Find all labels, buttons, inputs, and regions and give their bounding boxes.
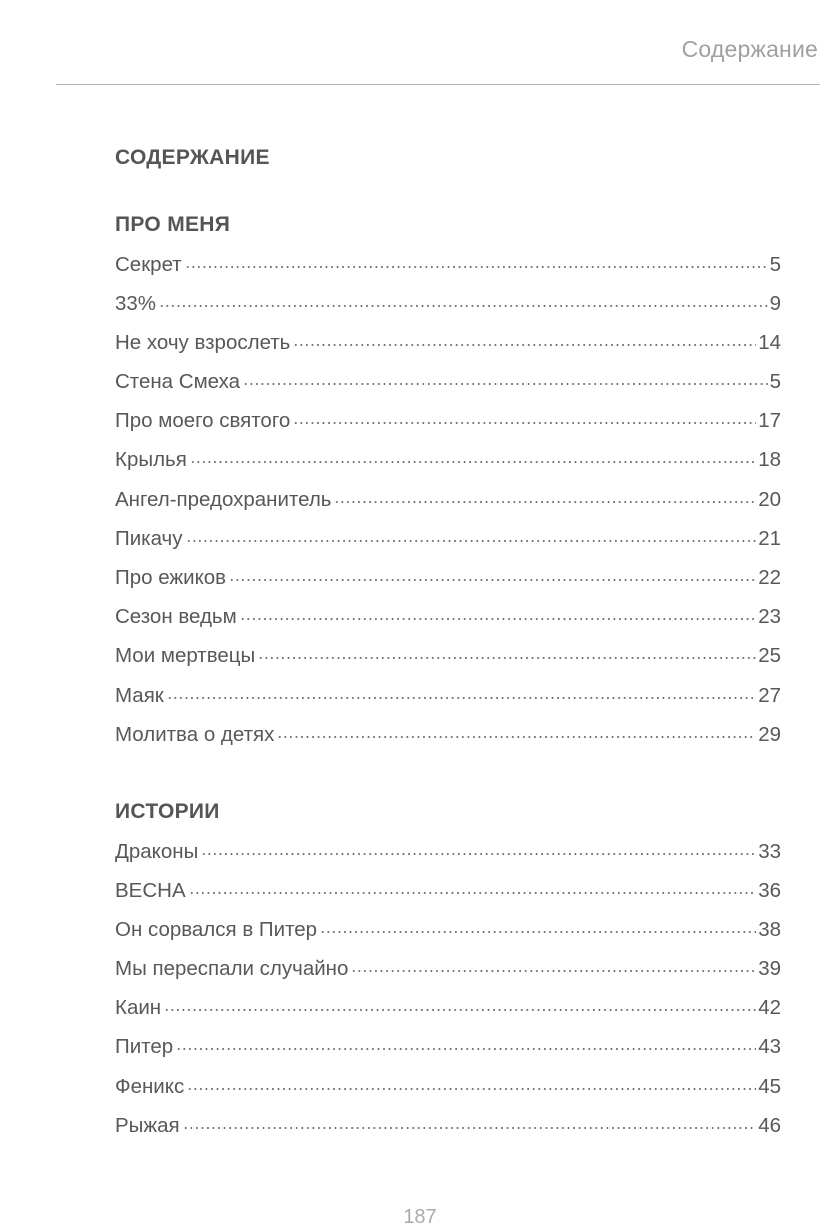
entry-page: 43 <box>758 1035 781 1059</box>
toc-entry[interactable] <box>115 642 781 681</box>
entry-title: Каин <box>115 996 162 1020</box>
entry-page: 36 <box>758 878 781 902</box>
dot-leader <box>351 955 756 976</box>
dot-leader <box>201 837 756 858</box>
entry-title: 33% <box>115 291 157 315</box>
entry-page: 5 <box>769 252 781 276</box>
toc-title: СОДЕРЖАНИЕ <box>115 146 270 169</box>
toc-entry[interactable] <box>115 250 781 289</box>
toc-entry[interactable] <box>115 564 781 603</box>
toc-entry[interactable] <box>115 1111 781 1150</box>
section-heading-pro-menya: ПРО МЕНЯ <box>115 213 231 236</box>
dot-leader <box>176 1033 756 1054</box>
toc-entry[interactable] <box>115 289 781 328</box>
entry-title: ВЕСНА <box>115 878 186 902</box>
entry-title: Мои мертвецы <box>115 644 256 668</box>
entry-page: 27 <box>758 683 781 707</box>
entry-page: 25 <box>758 644 781 668</box>
running-header: Содержание <box>681 36 818 62</box>
entry-page: 38 <box>758 917 781 941</box>
entry-title: Сезон ведьм <box>115 605 237 629</box>
entry-page: 29 <box>758 722 781 746</box>
toc-entry[interactable] <box>115 524 781 563</box>
dot-leader <box>187 1072 756 1093</box>
dot-leader <box>229 564 756 585</box>
entry-title: Стена Смеха <box>115 370 241 394</box>
dot-leader <box>183 1111 757 1132</box>
dot-leader <box>190 446 756 467</box>
entry-title: Мы переспали случайно <box>115 957 349 981</box>
toc-entry[interactable] <box>115 368 781 407</box>
toc-entry[interactable] <box>115 837 781 876</box>
entry-title: Феникс <box>115 1074 185 1098</box>
dot-leader <box>243 368 768 389</box>
toc-entry[interactable] <box>115 876 781 915</box>
entry-page: 20 <box>758 487 781 511</box>
entry-title: Секрет <box>115 252 182 276</box>
dot-leader <box>277 720 756 741</box>
entry-title: Он сорвался в Питер <box>115 917 318 941</box>
entry-title: Молитва о детях <box>115 722 275 746</box>
toc-entry[interactable] <box>115 915 781 954</box>
entry-page: 33 <box>758 839 781 863</box>
entry-title: Питер <box>115 1035 174 1059</box>
dot-leader <box>293 328 756 349</box>
toc-entry[interactable] <box>115 720 781 759</box>
entry-title: Маяк <box>115 683 164 707</box>
dot-leader <box>240 603 756 624</box>
toc-entry[interactable] <box>115 485 781 524</box>
toc-entry[interactable] <box>115 1033 781 1072</box>
entry-page: 9 <box>769 291 781 315</box>
dot-leader <box>159 289 768 310</box>
entry-title: Крылья <box>115 448 187 472</box>
page-number: 187 <box>403 1206 437 1228</box>
entry-page: 22 <box>758 566 781 589</box>
entry-title: Про ежиков <box>115 566 227 589</box>
toc-entry[interactable] <box>115 328 781 367</box>
dot-leader <box>167 681 756 702</box>
dot-leader <box>258 642 756 663</box>
toc-entry[interactable] <box>115 1072 781 1111</box>
entry-page: 39 <box>758 957 781 981</box>
dot-leader <box>293 407 756 428</box>
toc-entry[interactable] <box>115 407 781 446</box>
toc-entry[interactable] <box>115 681 781 720</box>
entry-title: Ангел-предохранитель <box>115 487 332 511</box>
entry-title: Не хочу взрослеть <box>115 330 291 354</box>
entry-page: 14 <box>758 330 781 354</box>
dot-leader <box>189 876 757 897</box>
entry-title: Пикачу <box>115 526 183 550</box>
entry-page: 23 <box>758 605 781 629</box>
dot-leader <box>185 250 768 271</box>
dot-leader <box>164 994 756 1015</box>
entry-page: 17 <box>758 409 781 433</box>
dot-leader <box>320 915 756 936</box>
entry-page: 21 <box>758 526 781 550</box>
entry-title: Рыжая <box>115 1113 180 1137</box>
toc-entry[interactable] <box>115 446 781 485</box>
toc-entry[interactable] <box>115 955 781 994</box>
section-entries-pro-menya <box>115 250 781 759</box>
entry-page: 18 <box>758 448 781 472</box>
entry-page: 46 <box>758 1113 781 1137</box>
toc-entry[interactable] <box>115 603 781 642</box>
entry-title: Про моего святого <box>115 409 291 433</box>
entry-title: Драконы <box>115 839 199 863</box>
toc-entry[interactable] <box>115 994 781 1033</box>
entry-page: 5 <box>769 370 781 394</box>
section-entries-istorii <box>115 837 781 1151</box>
entry-page: 42 <box>758 996 781 1020</box>
dot-leader <box>186 524 757 545</box>
header-rule <box>56 84 820 85</box>
entry-page: 45 <box>758 1074 781 1098</box>
dot-leader <box>334 485 756 506</box>
section-heading-istorii: ИСТОРИИ <box>115 800 220 823</box>
